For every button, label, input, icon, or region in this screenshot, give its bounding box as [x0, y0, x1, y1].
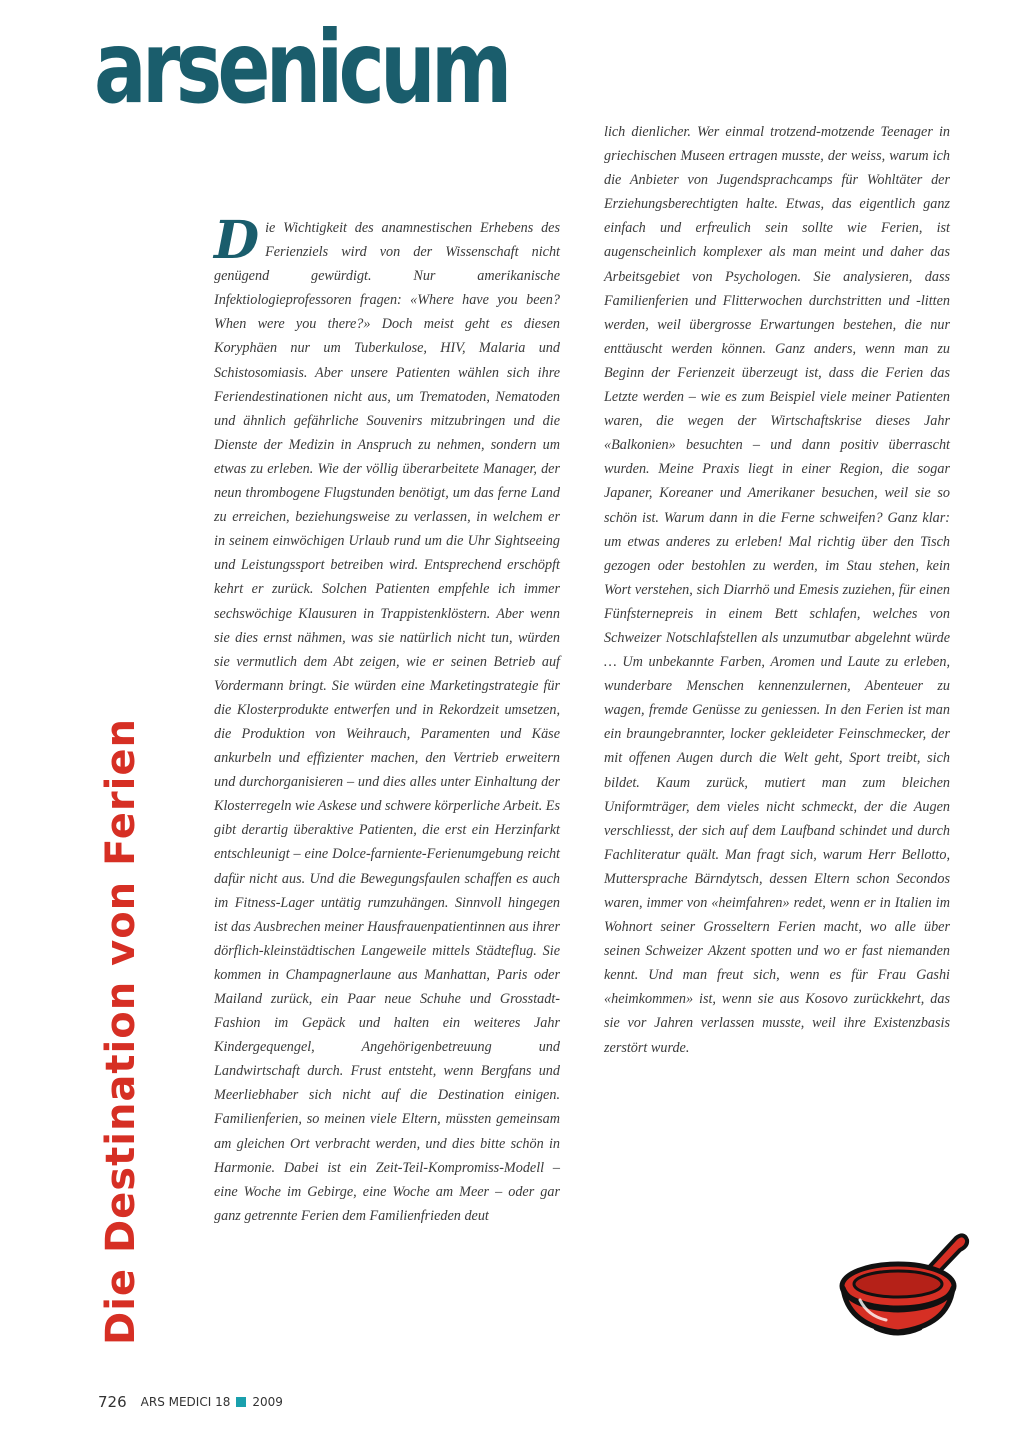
journal-name: ARS MEDICI 18 [140, 1395, 231, 1409]
square-icon [236, 1397, 246, 1407]
journal-year: 2009 [252, 1395, 283, 1409]
article-column-right [604, 120, 950, 1060]
left-column-text: ie Wichtigkeit des anamnestischen Erhebens des Ferienziels wird von der Wissenschaft nicht genügend gewürdigt. Nur amerikanische Infektiologieprofessoren fragen: «Where have you been? When were you there?» Doch meist geht es diesen Koryphäen nur um Tuberkulose, HIV, Malaria und Schistosomiasis. Aber unsere Patienten wählen sich ihre Feriendestinationen nicht aus, um Trematoden, Nematoden und ähnlich gefährliche Souvenirs mitzubringen und die Dienste der Medizin in Anspruch zu nehmen, sondern um etwas zu erleben. Wie der völlig überarbeitete Manager, der neun thrombogene Flugstunden benötigt, um das ferne Land zu erreichen, beziehungsweise zu verlassen, in welchem er in seinem einwöchigen Urlaub rund um die Uhr Sightseeing und Leistungssport betreiben wird. Entsprechend erschöpft kehrt er zurück. Solchen Patienten empfehle ich immer sechswöchige Klausuren in Trappistenklöstern. Aber wenn sie dies ernst nähmen, was sie natürlich nicht tun, würden sie vermutlich dem Abt zeigen, wie er seinen Betrieb auf Vordermann bringt. Sie würden eine Marketingstrategie für die Klosterprodukte entwerfen und in Rekordzeit umsetzen, die Produktion von Weihrauch, Paramenten und Käse ankurbeln und effizienter machen, den Vertrieb erweitern und durchorganisieren – und dies alles unter Einhaltung der Klosterregeln wie Askese und schwere körperliche Arbeit. Es gibt derartig überaktive Patienten, die erst ein Herzinfarkt entschleunigt – eine Dolce-farniente-Ferienumgebung reicht dafür nicht aus. Und die Bewegungsfaulen schaffen es auch im Fitness-Lager untätig rumzuhängen. Sinnvoll hingegen ist das Ausbrechen meiner Hausfrauenpatientinnen aus ihrer dörflich-kleinstädtischen Langeweile mittels Städteflug. Sie kommen in Champagnerlaune aus Manhattan, Paris oder Mailand zurück, ein Paar neue Schuhe und Grosstadt-Fashion im Gepäck und halten ein weiteres Jahr Kindergequengel, Angehörigenbetreuung und Landwirtschaft durch. Frust entsteht, wenn Bergfans und Meerliebhaber sich nicht auf die Destination einigen. Familienferien, so meinen viele Eltern, müssten gemeinsam am gleichen Ort verbracht werden, und dies bitte schön in Harmonie. Dabei ist ein Zeit-Teil-Kompromiss-Modell – eine Woche im Gebirge, eine Woche am Meer – oder gar ganz getrennte Ferien dem Familienfrieden deut [214, 220, 560, 1224]
mortar-and-pestle-icon [838, 1228, 970, 1340]
page-footer [98, 1393, 283, 1411]
article-title: Die Destination von Ferien [98, 718, 144, 1345]
masthead: arsenicum [94, 9, 508, 126]
drop-cap: D [214, 210, 260, 271]
page-number: 726 [98, 1393, 127, 1411]
right-column-text: lich dienlicher. Wer einmal trotzend-motzende Teenager in griechischen Museen ertragen musste, der weiss, warum ich die Anbieter von Jugendsprachcamps für Wohltäter der Erziehungsberechtigten halte. Etwas, das eigentlich ganz einfach und erfreulich sein sollte wie Ferien, ist augenscheinlich komplexer als man meint und daher das Arbeitsgebiet von Psychologen. Sie analysieren, dass Familienferien und Flitterwochen durchstritten und -litten werden, weil übergrosse Erwartungen bestehen, die nur enttäuscht werden können. Ganz anders, wenn man zu Beginn der Ferienzeit überzeugt ist, dass die Ferien das Letzte werden – wie es zum Beispiel viele meiner Patienten waren, die wegen der Wirtschaftskrise dieses Jahr «Balkonien» besuchten – und dann positiv überrascht wurden. Meine Praxis liegt in einer Region, die sogar Japaner, Koreaner und Amerikaner besuchen, weil sie so schön ist. Warum dann in die Ferne schweifen? Ganz klar: um etwas anderes zu erleben! Mal richtig über den Tisch gezogen oder bestohlen zu werden, im Stau stehen, kein Wort verstehen, sich Diarrhö und Emesis zuziehen, für einen Fünfsternepreis in einem Bett schlafen, welches von Schweizer Notschlafstellen als unzumutbar abgelehnt würde … Um unbekannte Farben, Aromen und Laute zu erleben, wunderbare Menschen kennenzulernen, Abenteuer zu wagen, fremde Genüsse zu geniessen. In den Ferien ist man ein braungebrannter, locker gekleideter Feinschmecker, der mit offenen Augen durch die Welt geht, Sport treibt, sich bildet. Kaum zurück, mutiert man zum bleichen Uniformträger, dem vieles nicht schmeckt, der die Augen verschliesst, der sich auf dem Laufband schindet und durch Fachliteratur quält. Man fragt sich, warum Herr Bellotto, Muttersprache Bärndytsch, dessen Eltern schon Secondos waren, immer von «heimfahren» redet, wenn er in Italien im Wohnort seiner Grosseltern Ferien macht, wo alle über seinen Schweizer Akzent spotten und wo er fast niemanden kennt. Und man freut sich, wenn es für Frau Gashi «heimkommen» ist, wenn sie aus Kosovo zurückkehrt, das sie vor Jahren verlassen musste, weil ihre Existenzbasis zerstört wurde. [604, 124, 950, 1056]
article-column-left [214, 210, 560, 1228]
